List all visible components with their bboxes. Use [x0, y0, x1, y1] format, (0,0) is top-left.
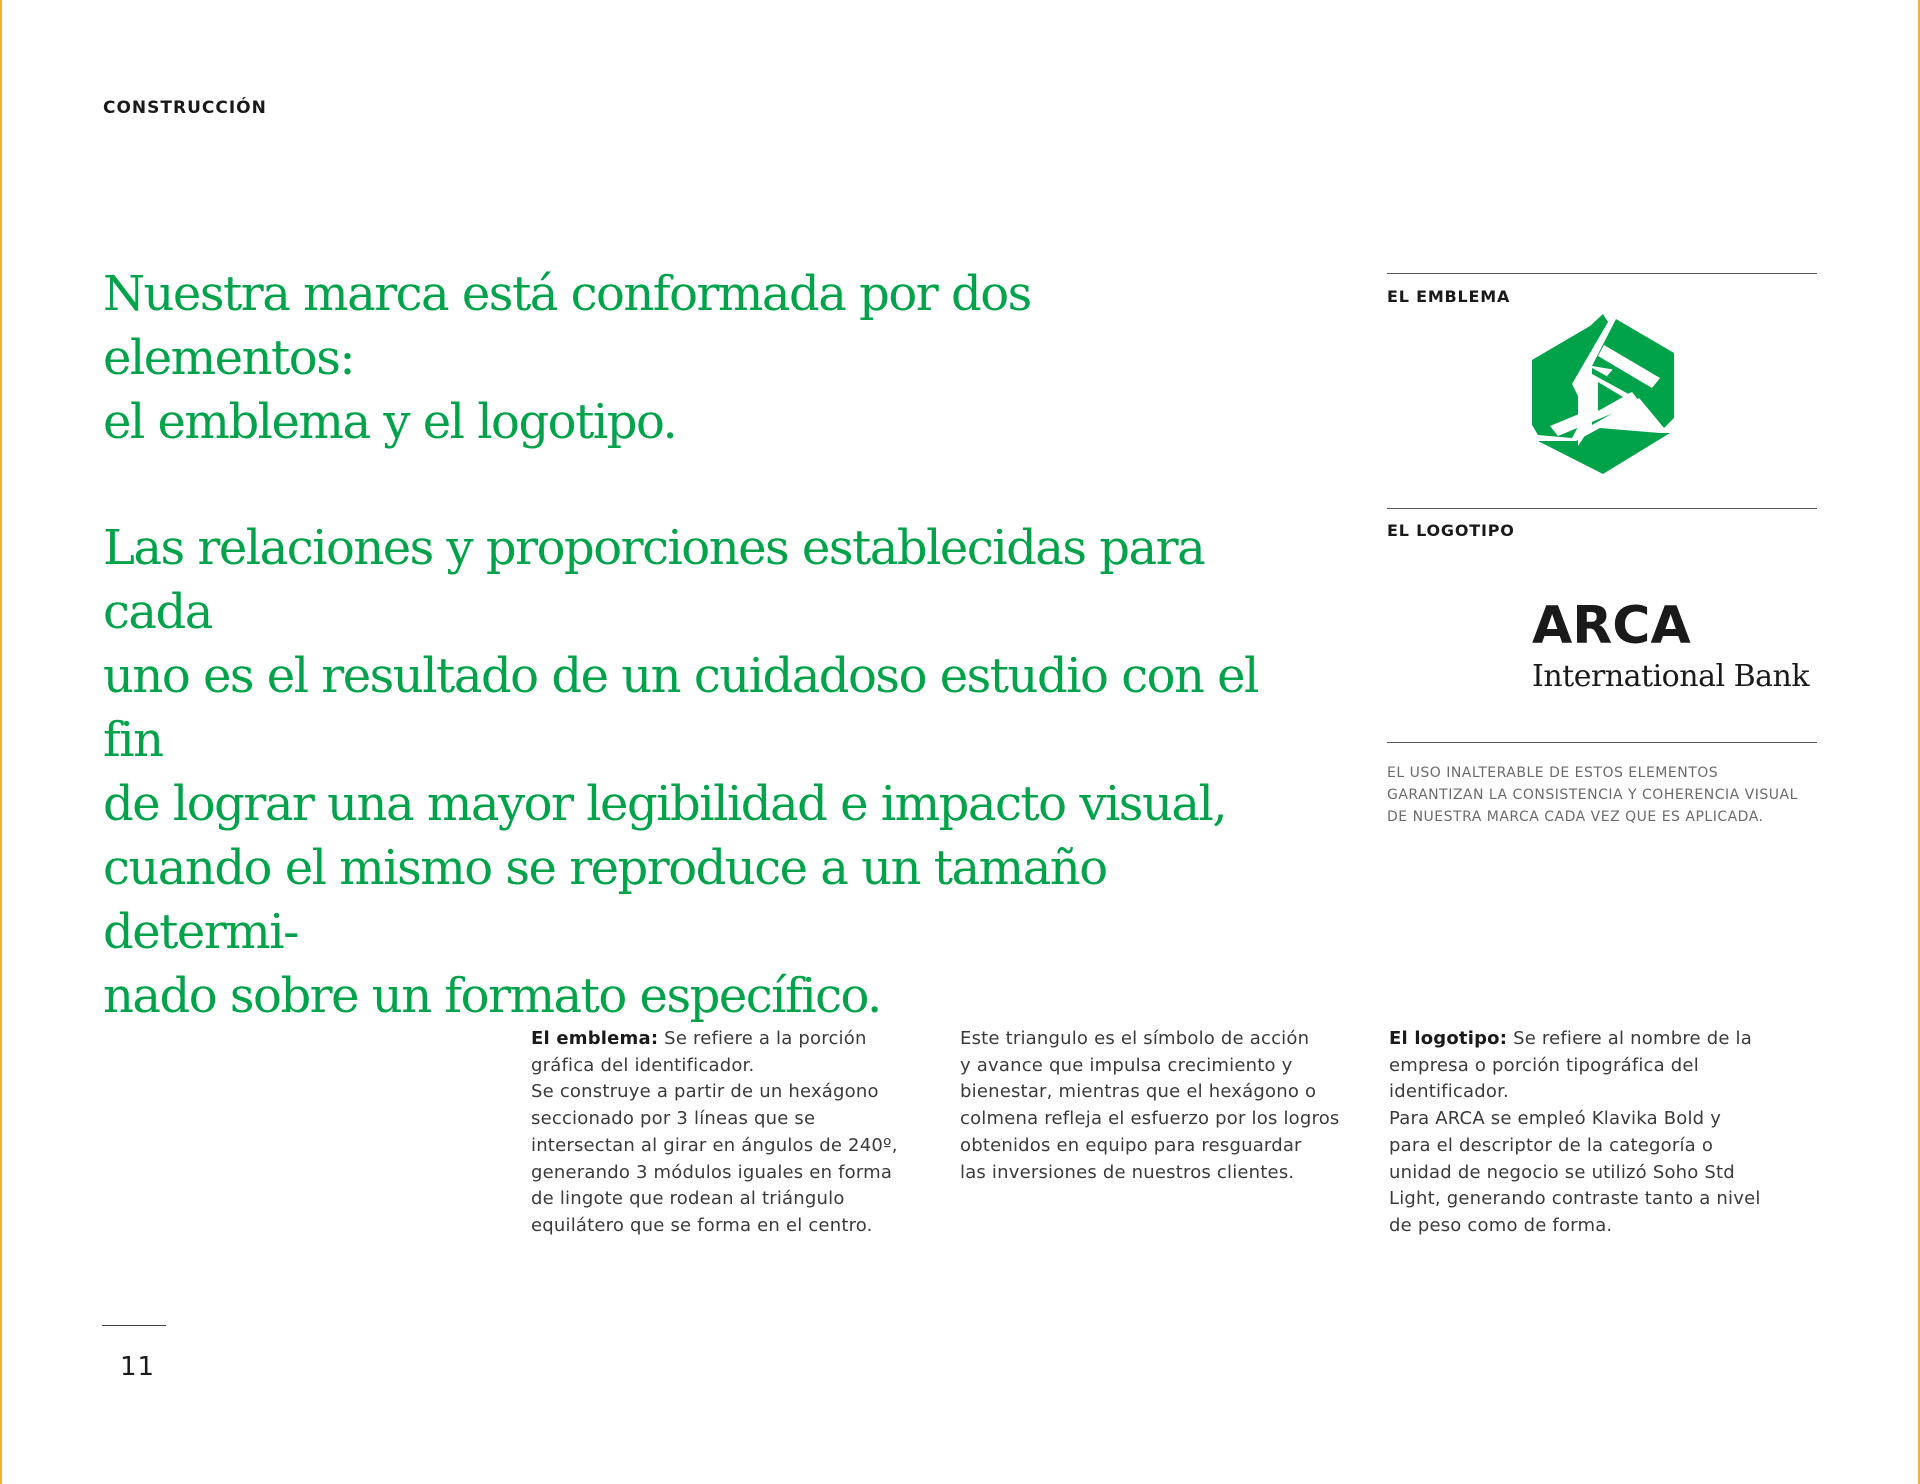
usage-note-line: GARANTIZAN LA CONSISTENCIA Y COHERENCIA VISUAL: [1387, 787, 1798, 803]
emblem-description-line: intersectan al girar en ángulos de 240º,: [531, 1134, 898, 1156]
triangle-description-line: Este triangulo es el símbolo de acción: [960, 1028, 1310, 1049]
logotype-description-line: para el descriptor de la categoría o: [1389, 1134, 1714, 1156]
logotype-descriptor: International Bank: [1532, 659, 1810, 694]
arca-hexagon-emblem-icon: [1528, 312, 1678, 476]
logotype-description-line: de peso como de forma.: [1389, 1214, 1613, 1236]
headline-line: uno es el resultado de un cuidadoso estudio con el fin: [103, 648, 1258, 768]
triangle-description: [960, 1026, 1360, 1186]
headline-line: Las relaciones y proporciones establecidas para cada: [103, 520, 1205, 640]
logotype: [1532, 598, 1832, 694]
headline: [103, 262, 1283, 1028]
logotype-description-line: identificador.: [1389, 1081, 1509, 1103]
logotype-name: ARCA: [1532, 596, 1691, 656]
page-number-rule: [102, 1325, 166, 1326]
emblem-description-lead: El emblema:: [531, 1028, 659, 1049]
logotype-description-line: Light, generando contraste tanto a nivel: [1389, 1188, 1761, 1210]
triangle-description-line: bienestar, mientras que el hexágono o: [960, 1081, 1317, 1103]
headline-line: nado sobre un formato específico.: [103, 968, 881, 1024]
divider: [1387, 273, 1817, 274]
emblem-description-line: de lingote que rodean al triángulo: [531, 1188, 845, 1210]
emblem-description-line: gráfica del identificador.: [531, 1054, 755, 1076]
emblem-label: EL EMBLEMA: [1387, 287, 1511, 306]
emblem-description: [531, 1026, 931, 1240]
emblem-description-line: equilátero que se forma en el centro.: [531, 1214, 873, 1236]
usage-note: [1387, 762, 1827, 828]
usage-note-line: EL USO INALTERABLE DE ESTOS ELEMENTOS: [1387, 765, 1719, 781]
triangle-description-line: obtenidos en equipo para resguardar: [960, 1134, 1302, 1156]
logotype-label: EL LOGOTIPO: [1387, 521, 1515, 540]
logotype-description-lead: El logotipo:: [1389, 1028, 1508, 1049]
emblem-description-line: Se refiere a la porción: [658, 1028, 867, 1049]
headline-line: el emblema y el logotipo.: [103, 394, 677, 450]
emblem-description-line: Se construye a partir de un hexágono: [531, 1081, 879, 1103]
divider: [1387, 742, 1817, 743]
headline-line: cuando el mismo se reproduce a un tamaño determi-: [103, 840, 1107, 960]
divider: [1387, 508, 1817, 509]
triangle-description-line: y avance que impulsa crecimiento y: [960, 1054, 1293, 1076]
page-number: 11: [120, 1352, 156, 1382]
headline-line: de lograr una mayor legibilidad e impacto visual,: [103, 776, 1227, 832]
section-label: CONSTRUCCIÓN: [103, 98, 267, 118]
logotype-description-line: Para ARCA se empleó Klavika Bold y: [1389, 1108, 1722, 1130]
triangle-description-line: las inversiones de nuestros clientes.: [960, 1161, 1295, 1183]
logotype-description: [1389, 1026, 1789, 1240]
emblem-description-line: generando 3 módulos iguales en forma: [531, 1161, 893, 1183]
logotype-description-line: Se refiere al nombre de la: [1507, 1028, 1752, 1049]
usage-note-line: DE NUESTRA MARCA CADA VEZ QUE ES APLICADA.: [1387, 809, 1764, 825]
headline-line: Nuestra marca está conformada por dos elementos:: [103, 266, 1031, 386]
left-edge-accent: [0, 0, 2, 1484]
emblem-description-line: seccionado por 3 líneas que se: [531, 1108, 816, 1130]
triangle-description-line: colmena refleja el esfuerzo por los logros: [960, 1108, 1340, 1130]
logotype-description-line: empresa o porción tipográfica del: [1389, 1054, 1699, 1076]
logotype-description-line: unidad de negocio se utilizó Soho Std: [1389, 1161, 1735, 1183]
